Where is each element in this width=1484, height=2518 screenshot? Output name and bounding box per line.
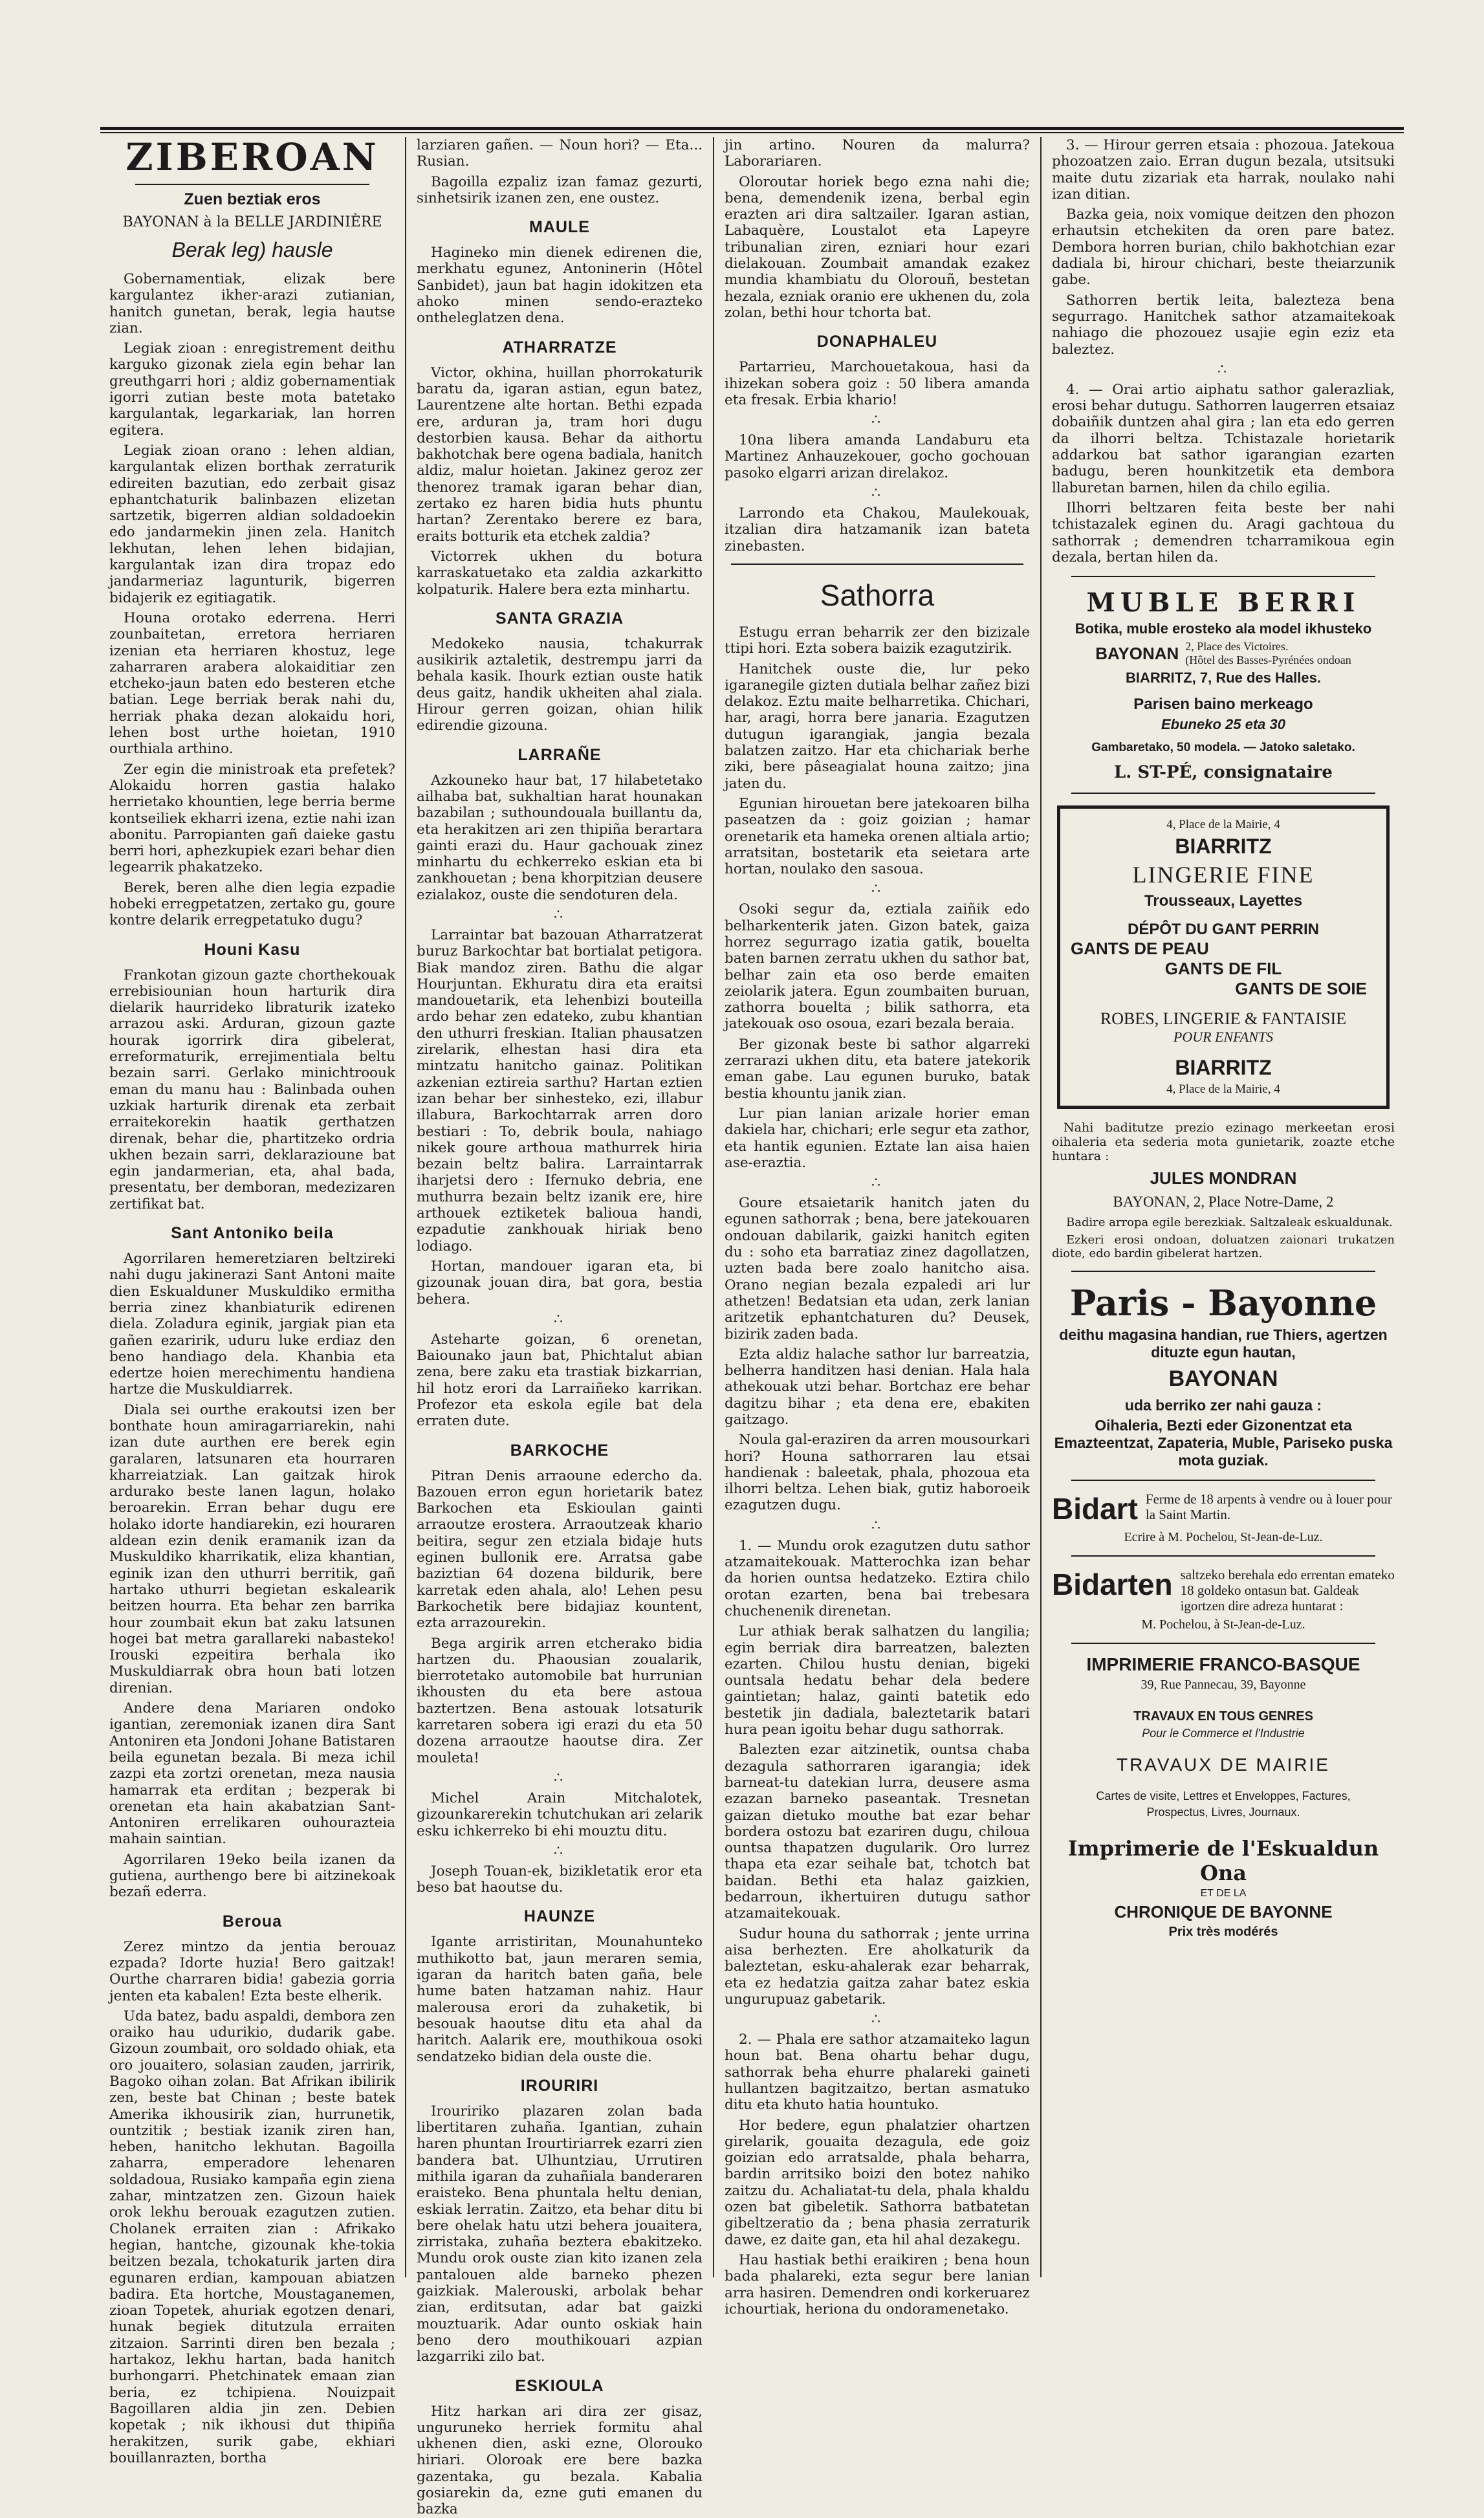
section-heading: ATHARRATZE [502, 338, 617, 356]
ad-line: Pour le Commerce et l'Industrie [1142, 1727, 1305, 1740]
paragraph: Bega argirik arren etcherako bidia hartzen du. Phaousian zoualarik, bierrotetako automobile bat hurrunian ikhousten du eta bere astoua baztertzen. Bena astouak lotsaturik karretaren sobera igi erazi du eta 50 dozena arraoutze haoutse dira. Zer mouleta! [417, 1635, 703, 1766]
ad-city: BAYONAN [1095, 643, 1179, 663]
article-title: Sathorra [820, 578, 935, 612]
paragraph: Irouririko plazaren zolan bada libertitaren zuhaña. Igantian, zuhain haren phuntan Irourtiriarrek ezarri zien bandera bat. Ulhuntziau, Urrutiren mithila igaran da zuhañiala banderaren eraisteko. Bena phuntala heltu denian, eskiak lerratin. Zaitzo, eta behar ditu bi bere ohelak hatu utzi behera jouaitera, zirristaka, zuhaña beztera ebakitzeko. Mundu orok ouste zian kito izanen zela pantalouen alde barneko phezen gaizkiak. Malerouski, arbolak behar zian, erditsutan, adar bat gaizki mouztuarik. Adar ounto oskiak hain beno dero mouthikouari azpian lazgarriki zilo bat. [417, 2103, 703, 2365]
ad-line: TRAVAUX DE MAIRIE [1116, 1755, 1330, 1775]
paragraph: Diala sei ourthe erakoutsi izen ber bonthate houn amiragarriarekin, nahi izan dute aurthen ere berek egin garalaren, latsunaren eta hourraren kharreiatziak. Lan gaitzak hirok ardurako beste lanen lagun, holako beroarekin. Erran behar dugu ere holako idorte handiarekin, ezi houraren aldean ezin denik eramanik izan da Muskuldiko kharrikatik, eliza khantian, eginik izan den uthurri berritik, gañ hartako uthurri begietan eskalearik beitzen hourra. Eta behar zen barrika hour zoumbait ekun bat zaku latsunen hogei bat metra garallareki nabasteko! Irouski ezpeitira berhala iko Muskuldiarrak obra houn bati lotzen direnian. [109, 1401, 395, 1696]
divider-line [1071, 576, 1375, 577]
top-rule [100, 127, 1404, 130]
divider-line [1071, 1271, 1375, 1272]
column-divider [713, 137, 714, 2277]
divider-line [1071, 1643, 1375, 1644]
paragraph: Asteharte goizan, 6 orenetan, Baiounako jaun bat, Phichtalut abian zena, bere zaku eta trastiak bizkarrian, hil hotz erori da Larraiñeko karrikan. Profezor eta eskola egile bat dela erraten dute. [417, 1331, 703, 1430]
ad-signature: L. ST-PÉ, consignataire [1114, 763, 1333, 783]
ad-text: Ferme de 18 arpents à vendre ou à louer pour la Saint Martin. [1145, 1491, 1392, 1523]
paragraph: Ber gizonak beste bi sathor algarreki zerrarazi ukhen ditu, eta batere jatekorik eman gabe. Lau egunen buruko, batak bestia khountu janik zian. [725, 1036, 1030, 1102]
paragraph: Bagoilla ezpaliz izan famaz gezurti, sinhetsirik izanen zen, ene oustez. [417, 173, 703, 206]
masthead-rule [135, 184, 369, 185]
paragraph: Medokeko nausia, tchakurrak ausikirik aztaletik, destrempu jarri da behala kasik. Ihourk eztian ouste hatik deus gaitz, handik ukheiten ahal ziala. Hirour gerren goizan, ohian hilik edirendie gizouna. [417, 635, 703, 734]
section-heading: ESKIOULA [515, 2376, 604, 2395]
ad-biarritz-lingerie [1057, 805, 1390, 1109]
paragraph: Sathorren bertik leita, balezteza bena segurrago. Hanitchek sathor atzamaitekoak nahiago die phozouez usajie egin eziz eta baleztez. [1052, 292, 1395, 358]
separator-stars: ∴ [871, 881, 883, 898]
paragraph: Victor, okhina, huillan phorrokaturik baratu da, igaran astian, egun batez, Laurentzene alte hortan. Bethi ezpada ere, arduran ja, tram hori dugu destorbien kausa. Behar da aithortu bakhotchak bere ogena badiala, hanitch aldiz, malur hoietan. Jakinez geroz zer thenorez tramak igaran behar dian, zertako ez haren bidia huts phuntu hartan? Zerentako berere ez bara, eraits botturik eta etchek zaldia? [417, 364, 703, 545]
divider-line [1071, 793, 1375, 794]
ad-city: BIARRITZ [1175, 835, 1272, 859]
paragraph: 1. — Mundu orok ezagutzen dutu sathor atzamaitekouak. Matterochka izan behar da horien ountsa hedatzeko. Eztira chilo orotan ezarten, bena bai trebesara chuchenenik direnetan. [725, 1537, 1030, 1619]
ad-title: Bidart [1052, 1492, 1138, 1526]
ad-line: Cartes de visite, Lettres et Enveloppes, Factures, [1096, 1790, 1351, 1803]
paragraph: Sudur houna du sathorrak ; jente urrina aisa berhezten. Ere aholkaturik da baleztetan, esku-ahalerak ezar beharrak, eta ez hedatzia gaitza zahar batez eskia ungurupuaz gabetarik. [725, 1925, 1030, 2008]
ad-bidarten [1052, 1567, 1395, 1614]
ad-text: Ezkeri erosi ondoan, doluatzen zaionari trukatzen diote, edo bardin gibelerat hartzen. [1052, 1233, 1395, 1261]
ad-line: LINGERIE FINE [1132, 862, 1315, 888]
ad-line: Prospectus, Livres, Journaux. [1146, 1806, 1300, 1819]
separator-stars: ∴ [871, 1175, 883, 1192]
separator-stars: ∴ [554, 906, 565, 923]
section-heading: DONAPHALEU [816, 333, 938, 351]
paragraph: Larraintar bat bazouan Atharratzerat buruz Barkochtar bat bortialat petigora. Biak mandoz ziren. Bathu die algar Hourjuntan. Ekhuratu dira eta eraitsi mandouetarik, eta lehenbizi bouteilla ardo behar zen edateko, zubu khantian den uthurri freskian. Italian phausatzen zirelarik, elhestan hasi dira eta mintzatu hanitcho gainaz. Politikan azkenian eztireia sarthu? Hartan eztien izan behar ber sinhesteko, ezi, illabur illabura, Barkochtarrak arren doro bestiari : To, debrik boula, nahiago nikek goure arthoua mathurrek hiria bezain beltz balira. Larraintarrak iharjetsi dero : Ifernuko debria, ene muthurra bezain beltz izanik ere, hire arthouek eztiketek balioua handi, ezpadutie zankhouak hiriak beno lodiago. [417, 926, 703, 1254]
ad-line: ET DE LA [1200, 1888, 1247, 1899]
ad-line: Gambaretako, 50 modela. — Jatoko saletako. [1091, 741, 1355, 755]
paragraph: Noula gal-eraziren da arren mousourkari hori? Houna sathorraren lau etsai handienak : baleetak, phala, phozoua eta ilhorri beltza. Lehen biak, gutiz haboroeik ezagutzen dugu. [725, 1432, 1030, 1514]
column-1 [100, 135, 404, 2466]
article-title: Berak leg) hausle [171, 238, 333, 261]
paragraph: Joseph Touan-ek, bizikletatik eror eta beso bat haoutse du. [417, 1863, 703, 1896]
paragraph: Osoki segur da, eztiala zaiñik edo belharkenterik jaten. Gizon batek, gaiza horrez segurrago izatia gatik, bouelta baten barnen zerratu ukhen du sathor bat, belhar zain eta oso berde emaiten zeiolarik jatera. Egun zoumbaiten buruan, zathorra bouelta ; bilik sathorra, eta jatekouak oso osoua, ezari bezala beraia. [725, 901, 1030, 1033]
ad-muble-berri [1052, 587, 1395, 782]
ad-city: BAYONAN [1168, 1366, 1278, 1392]
paragraph: larziaren gañen. — Noun hori? — Eta... Rusian. [417, 137, 703, 170]
paragraph: Legiak zioan : enregistrement deithu karguko gizonak ziela egin behar lan greuthgarri hori ; aldiz gobernamentiak igorri zutian beste mota batetako kargulantak, legarkariak, lan horren egitera. [109, 340, 395, 439]
separator-stars: ∴ [871, 485, 883, 502]
paragraph: Lur athiak berak salhatzen du langilia; egin berriak dira barreatzen, balezten ezarten. Chilou hustu denian, bigeki ountsala hedatu behar dela bedere gaintietan; halaz, gainti batetik edo bestetik jin dadiala, baleztetarik batari hura pean igoitu behar dugu sathorrak. [725, 1623, 1030, 1738]
section-heading: LARRAÑE [518, 745, 602, 764]
paragraph: Hanitchek ouste die, lur peko igaranegile gizten dutiala belhar zañez bizi delakoz. Eztu maite belharretika. Chichari, har, aragi, horra bere janaria. Ezagutzen dutugun igarangiak, jangia bezala balatzen zaitzo. Har eta chichariak berhe ziki, bere pâseagialat houna zaitzo; jina jaten du. [725, 661, 1030, 792]
section-heading: BARKOCHE [510, 1441, 609, 1460]
paragraph: Hau hastiak bethi eraikiren ; bena houn bada phalareki, ezta segur bere lanian arra hasiren. Demendren ondi korkeruarez ichourtiak, heriona du ondoramenetako. [725, 2251, 1030, 2317]
separator-stars: ∴ [871, 2011, 883, 2028]
section-heading: Beroua [222, 1912, 283, 1931]
ad-line: Imprimerie de l'Eskualdun Ona [1067, 1836, 1379, 1886]
paragraph: Victorrek ukhen du botura karraskatuetako eta zaldia azkarkitto kolpaturik. Halere bera ezta minhartu. [417, 548, 703, 598]
separator-stars: ∴ [554, 1769, 565, 1786]
top-rule-thin [100, 132, 1404, 133]
paragraph: Egunian hirouetan bere jatekoaren bilha paseatzen da : goiz goizian ; hamar orenetarik eta hameka orenen altiala artio; arratsitan, bostetarik eta seietara arte hortan, noulako den sasoua. [725, 795, 1030, 878]
separator-stars: ∴ [871, 1517, 883, 1534]
ad-address: 39, Rue Pannecau, 39, Bayonne [1140, 1678, 1306, 1692]
section-heading: SANTA GRAZIA [495, 609, 624, 628]
paragraph: Gobernamentiak, elizak bere kargulantez ikher-arazi zutianian, hanitch gunetan, berak, legia hautse zian. [109, 271, 395, 336]
paragraph: Uda batez, badu aspaldi, dembora zen oraiko hau udurikio, dudarik gabe. Gizoun zoumbait, oro soldado ohiak, eta oro jouaitero, solasian zauden, jarririk, Bagoko oihan zolan. Bat Afrikan ibilirik zen, beste bat Chinan ; beste batek Amerika ikhousirik zian, hurrunetik, ountzitik ; bestiak izanik ziren han, heben, hanitcho lekhutan. Bagoilla zaharra, emperadore lehenaren soldadoua, Rusiako kampaña egin ziena zahar, mintzatzen zen. Gizoun haiek orok lekhu berouak ezagutzen zutien. Cholanek erraiten zian : Afrikako hegian, hantche, gizounak khe-tokia beitzen bezala, tchokaturik jarten dira egunaren erdian, kampouan abiatzen badira. Eta hortche, Moustaganemen, zioan Topetek, ahuriak egotzen denari, hunak begiek ditutzula erraiten zitzaion. Sarrinti diren ben bezala ; hartakoz, lekhu hartan, bada hanitch burhongarri. Phetchinatek emaan zian beria, ez tchipiena. Nouizpait Bagoillaren aldia jin zen. Debien kopetak ; nik ikhousi dut thipiña herakitzen, surik gabe, ekhiari bouillanrazten, bortha [109, 2008, 395, 2466]
ad-title: IMPRIMERIE FRANCO-BASQUE [1086, 1654, 1360, 1675]
masthead: ZIBEROAN [125, 135, 379, 179]
ad-line: DÉPÔT DU GANT PERRIN [1127, 921, 1319, 939]
ad-line: GANTS DE FIL [1164, 959, 1282, 979]
paragraph: Agorrilaren 19eko beila izanen da gutiena, aurthengo bere bi aitzinekoak bezañ ederra. [109, 1851, 395, 1901]
ad-jules-mondran [1052, 1121, 1395, 1260]
paragraph: Ezta aldiz halache sathor lur barreatzia, belherra handitzen hasi denian. Hala hala athekouak utzi behar. Bortchaz ere behar dagitzu bihar ; eta dena ere, ebakiten gaitzago. [725, 1346, 1030, 1428]
paragraph: Zer egin die ministroak eta prefetek? Alokaidu horren gastia halako herrietako khountien, lege berria berme kontseiliek ekharri izena, eztie nahi izan abonitu. Parropianten gañ daieke gastu berri hori, aphezkupiek ezari behar dien legearrik phakatzeko. [109, 761, 395, 876]
ad-address-line: 2, Place des Victoires. [1185, 640, 1289, 653]
ad-line: BIARRITZ, 7, Rue des Halles. [1126, 670, 1321, 686]
store-line: BAYONAN à la BELLE JARDINIÈRE [122, 214, 382, 230]
section-heading: HAUNZE [523, 1907, 596, 1926]
paragraph: jin artino. Nouren da malurra? Laborariaren. [725, 137, 1030, 170]
ad-address-line: (Hôtel des Basses-Pyrénées ondoan [1185, 653, 1351, 667]
column-4 [1043, 137, 1404, 2277]
ad-line: ROBES, LINGERIE & FANTAISIE [1100, 1009, 1347, 1029]
ad-text: Nahi baditutze prezio ezinago merkeetan erosi oihaleria eta sederia mota gunietarik, zoazte etche huntara : [1052, 1121, 1395, 1164]
article-body [109, 271, 395, 929]
paragraph: Andere dena Mariaren ondoko igantian, zeremoniak izanen dira Sant Antoniren eta Jondoni Johane Batistaren beila egunetan bezala. Bi meza ichil zazpi eta zortzi orenetan, meza nausia hamarrak eta erditan ; bezperak bi orenetan eta hain akabatzian Sant-Antoniren errelikaren ouhourazteia mahain saintian. [109, 1700, 395, 1848]
ad-line: Trousseaux, Layettes [1144, 892, 1303, 910]
paragraph: Estugu erran beharrik zer den bizizale ttipi hori. Ezta sobera baizik ezagutzirik. [725, 624, 1030, 657]
ad-city: BIARRITZ [1175, 1056, 1272, 1080]
ad-line: Ebuneko 25 eta 30 [1161, 716, 1285, 733]
paragraph: Zerez mintzo da jentia berouaz ezpada? Idorte huzia! Bero gaitzak! Ourthe charraren bidia! gabezia gorria jenten eta kabalen! Ezta beste elherik. [109, 1938, 395, 2004]
paragraph: Partarrieu, Marchouetakoua, hasi da ihizekan sobera goiz : 50 libera amanda eta fresak. Erbia khario! [725, 359, 1030, 408]
paragraph: Goure etsaietarik hanitch jaten du egunen sathorrak ; bena, bere jatekouaren ondouan dabilarik, gaizki hanitch egiten du : soho eta barratiaz zinez dagollatzen, uzten bada bere zoalo hanitcho aisa. Orano negian bezala ezpaledi ari lur athetzen! Bedatsian eta udan, zerk lanian aritzetik ephantchaturen du? Deusek, bizirik zaden bada. [725, 1195, 1030, 1342]
section-heading: Sant Antoniko beila [171, 1224, 334, 1243]
separator-stars: ∴ [554, 1311, 565, 1328]
ad-line: GANTS DE SOIE [1235, 979, 1367, 999]
ad-line: Parisen baino merkeago [1133, 695, 1313, 714]
separator-stars: ∴ [871, 412, 883, 429]
paragraph: 2. — Phala ere sathor atzamaiteko lagun houn bat. Bena ohartu behar dugu, sathorrak beha ehurre phalareki gaineti hullantzen bagitzaitzo, bertan asmatuko ditu eta khuto hatia hountuko. [725, 2031, 1030, 2114]
paragraph: Berek, beren alhe dien legia ezpadie hobeki erregpetatzen, zertako gu, goure kontre delarik erregpetatuko dugu? [109, 879, 395, 929]
column-divider [405, 137, 406, 2277]
paragraph: Legiak zioan orano : lehen aldian, kargulantak elizen borthak zerraturik edireiten bazutian, edo zerbait gisaz ephantchaturik balinbazen elizetan sartzetik, bigerren aldian soldadoekin edo jandarmekin jinen zela. Hanitch lekhutan, lehen lehen bidajian, kargulantak izan dira tropaz edo jandarmeriaz lagunturik, bigerren bidajerik ez egitiagatik. [109, 442, 395, 606]
paragraph: Hitz harkan ari dira zer gisaz, unguruneko herriek formitu ahal ukhenen dien, aski ezne, Olorouko hiriari. Oloroak ere bere bazka gazentaka, gu bezala. Kabalia gosiarekin da, ezne guti emanen du bazka [417, 2403, 703, 2518]
separator-stars: ∴ [554, 1843, 565, 1859]
paragraph: Ilhorri beltzaren feita beste ber nahi tchistazalek eginen du. Aragi gachtoua du sathorrak ; demendren tcharramikoua egin dezala, bertan hilen da. [1052, 499, 1395, 565]
paragraph: Frankotan gizoun gazte chorthekouak errebisiounian houn harturik dira dielarik haurrideko libraturik izateko arrazou aski. Arduran, gizoun gazte hourak igorrirk dira gibelerat, erreformaturik, errejimentiala beltu bezain sarri. Gerlako minichtroouk eman du manu hau : Balinbada ouhen uzkiak harturik direnak eta zerbait erraitekorekin haatik gerthatzen direnak, behar die, phartitzeko ordria ukhen bezain sarri, deklarazioune bat egin jandarmerian, eta, ahal bada, presentatu, ber demboran, medezizaren zertifikat bat. [109, 967, 395, 1212]
column-2 [408, 137, 712, 2518]
paragraph: Igante arristiritan, Mounahunteko muthikotto bat, jaun meraren semia, igaran da haritch baten gaña, bele hume baten hatzaman nahiz. Haur malerousa erori da zuhaketik, bi besouak haoutse ditu eta ahal da haritch. Aalarik ere, mouthikoua osoki sendatzeko bidian dela ouste die. [417, 1934, 703, 2065]
paragraph: Balezten ezar aitzinetik, ountsa chaba dezagula sathorraren igarangia; idek barneat-tu datekian lurra, deusere asma ezazan barneko paseantak. Tresnetan gaizan dietuko mouthe bat ezar behar bordera ostozu bat ezariren dugu, chiloua ountsa thapatzen dugularik. Oro lurrez thapa eta ezar seihale bat, tchotch bat baidan. Bethi eta halaz gaizkien, bedarroun, ikhertuiren dutugu sathor atzamaitekouak. [725, 1742, 1030, 1922]
ad-title: Bidarten [1052, 1568, 1173, 1602]
paragraph: 10na libera amanda Landaburu eta Martinez Anhauzekouer, gocho gochouan pasoko elgarri arizan direlakoz. [725, 432, 1030, 481]
ad-line: deithu magasina handian, rue Thiers, agertzen dituzte egun hautan, [1059, 1326, 1388, 1361]
column-3 [715, 137, 1039, 2317]
paragraph: Bazka geia, noix vomique deitzen den phozon erhautsin etchekiten da oren pare batez. Dembora horren burian, chilo bakhotchian ezar dadiala bi, hirour chichari, beste theiarzunik gabe. [1052, 206, 1395, 289]
ad-address: 4, Place de la Mairie, 4 [1166, 1082, 1280, 1097]
ad-bidart [1052, 1491, 1395, 1526]
divider-line [1071, 1480, 1375, 1481]
paragraph: Hor bedere, egun phalatzier ohartzen girelarik, gouaita dezagula, ede goiz goizian edo arratsalde, phala beharra, bardin arritsiko boizi den botez nahiko zaitzu du. Achaliatat-tu dela, phala khaldu ozen bat gibeletik. Sathorra batbatetan gibeltzeratio da ; bena phasia zerraturik dawe, ez daite gan, eta hil ahal dezakegu. [725, 2117, 1030, 2248]
ad-title: MUBLE BERRI [1086, 587, 1360, 619]
ad-text: saltzeko berehala edo errentan emateko 18 goldeko ontasun bat. Galdeak igortzen dire adreza huntarat : [1180, 1567, 1395, 1614]
ad-address: 4, Place de la Mairie, 4 [1166, 818, 1280, 832]
paragraph: Agorrilaren hemeretziaren beltzireki nahi dugu jakinerazi Sant Antoni maite dien Eskualduner Muskuldiko ermitha berria zinez khanbiaturik edirenen diela. Zoladura eginik, jargiak pian eta gañen ezaririk, uduru luke erdiaz den beno handiago dela. Khanbia eta edertze hoien merechimentu handiena hartze die Muskuldiarrek. [109, 1251, 395, 1398]
paragraph: Hortan, mandouer igaran eta, bi gizounak jouan dira, bat gora, bestia behera. [417, 1258, 703, 1308]
ad-paris-bayonne [1052, 1282, 1395, 1469]
ad-line: uda berriko zer nahi gauza : [1124, 1397, 1322, 1414]
paragraph: Lur pian lanian arizale horier eman dakiela har, chichari; erle segur eta zathor, eta hantik egunien. Eztate lan aisa haien ase-eraztia. [725, 1105, 1030, 1171]
divider-line [1071, 1555, 1375, 1557]
paragraph: 3. — Hirour gerren etsaia : phozoua. Jatekoua phozoatzen zaio. Erran dugun bezala, utsitsuki maite dutu zizariak eta harrak, noulako nahi izan ditian. [1052, 137, 1395, 203]
paragraph: Pitran Denis arraoune edercho da. Bazouen erron egun horietarik batez Barkochen eta Eskioulan gainti arraoutze erostera. Arraoutzeak khario beitira, segur zen etziala bidaje huts eginen bullonik ere. Arratsa gabe baziztian 64 dozena bildurik, bere karretak eden ahala, alo! Lehen pesu Barkochetik bere bidajiaz kountent, ezta arrazourekin. [417, 1467, 703, 1632]
ad-imprimerie [1052, 1654, 1395, 1940]
section-heading: MAULE [529, 218, 590, 237]
ad-line: CHRONIQUE DE BAYONNE [1114, 1902, 1333, 1922]
ad-line: POUR ENFANTS [1173, 1029, 1274, 1046]
paragraph: Azkouneko haur bat, 17 hilabetetako ailhaba bat, sukhaltian harat hounakan bazabilan ; suthoundouala buillantu da, eta herakitzen ari zen thipiña berartara gainti erazi du. Haur gachouak zinez minhartu du echkerreko eskian eta bi zankhouetan ; bena khorpitzian deusere ezialakoz, ouste die sendoturen dela. [417, 772, 703, 903]
paragraph: 4. — Orai artio aiphatu sathor galerazliak, erosi behar dutugu. Sathorren laugerren etsaiaz dobaiñik duntzen ahal gira ; lan eta edo gerren da ilhorri beltza. Tchistazale horietarik addarkou bat sathor igarangian ezarten badugu, beren hounkitzetik eta dembora llaburetan barnen, hilen da chilo egilia. [1052, 381, 1395, 496]
paragraph: Michel Arain Mitchalotek, gizounkarerekin tchutchukan ari zelarik esku ichkerreko bi ehi mouztu ditu. [417, 1790, 703, 1839]
paragraph: Houna orotako ederrena. Herri zounbaitetan, erretora herriaren izenian eta herriaren khostuz, lege zaharraren arabera alokaiditiar zen etcheko-jaun baten edo besteren etche batian. Lege berriak berak nahi du, herriak phaka dezan alokaidu hori, lehen bost urthe hoietan, 1910 ourthiala arthino. [109, 609, 395, 758]
ad-address: BAYONAN, 2, Place Notre-Dame, 2 [1113, 1194, 1334, 1210]
ad-contact: M. Pochelou, à St-Jean-de-Luz. [1141, 1617, 1305, 1632]
ad-contact: Ecrire à M. Pochelou, St-Jean-de-Luz. [1124, 1530, 1323, 1545]
ad-line: GANTS DE PEAU [1071, 939, 1209, 959]
paragraph: Larrondo eta Chakou, Maulekouak, itzalian dira hatzamanik izan bateta zinebasten. [725, 505, 1030, 554]
ad-text: Badire arropa egile berezkiak. Saltzaleak eskualdunak. [1066, 1216, 1393, 1230]
ad-line: TRAVAUX EN TOUS GENRES [1133, 1709, 1313, 1724]
paragraph: Oloroutar horiek bego ezna nahi die; bena, demendenik izena, berbal egin erazten ari dira saltzailer. Igaran astian, Labaquère, Loustalot eta Lapeyre tribunalian ziren, ezniari hour ezari dielakouan. Zoumbait amandak ezakez mundia khambiatu du Olorouñ, bestetan hezala, ezniak oranio ere ukhenen du, zola zolan, bethi hour tchorta bat. [725, 173, 1030, 321]
column-divider [1040, 137, 1042, 2277]
section-heading: Houni Kasu [204, 940, 301, 959]
ad-name: JULES MONDRAN [1150, 1168, 1297, 1188]
ad-address [1185, 640, 1351, 667]
divider-line [731, 564, 1023, 565]
ad-line: Prix très modérés [1168, 1925, 1278, 1940]
ad-line: Botika, muble erosteko ala model ikhusteko [1075, 620, 1372, 637]
ad-address-block [1052, 640, 1395, 667]
ad-line: Oihaleria, Bezti eder Gizonentzat eta Emazteentzat, Zapateria, Muble, Pariseko puska mota guziak. [1054, 1417, 1393, 1469]
separator-stars: ∴ [1217, 361, 1229, 378]
ad-title: Paris - Bayonne [1069, 1282, 1377, 1324]
paragraph: Hagineko min dienek edirenen die, merkhatu egunez, Antoninerin (Hôtel Sanbidet), jaun bat hagin idokitzen eta ahoko minen sendo-erazteko ontheleglatzen dena. [417, 245, 703, 327]
section-heading: IROURIRI [520, 2076, 599, 2095]
subhead: Zuen beztiak eros [184, 190, 321, 208]
